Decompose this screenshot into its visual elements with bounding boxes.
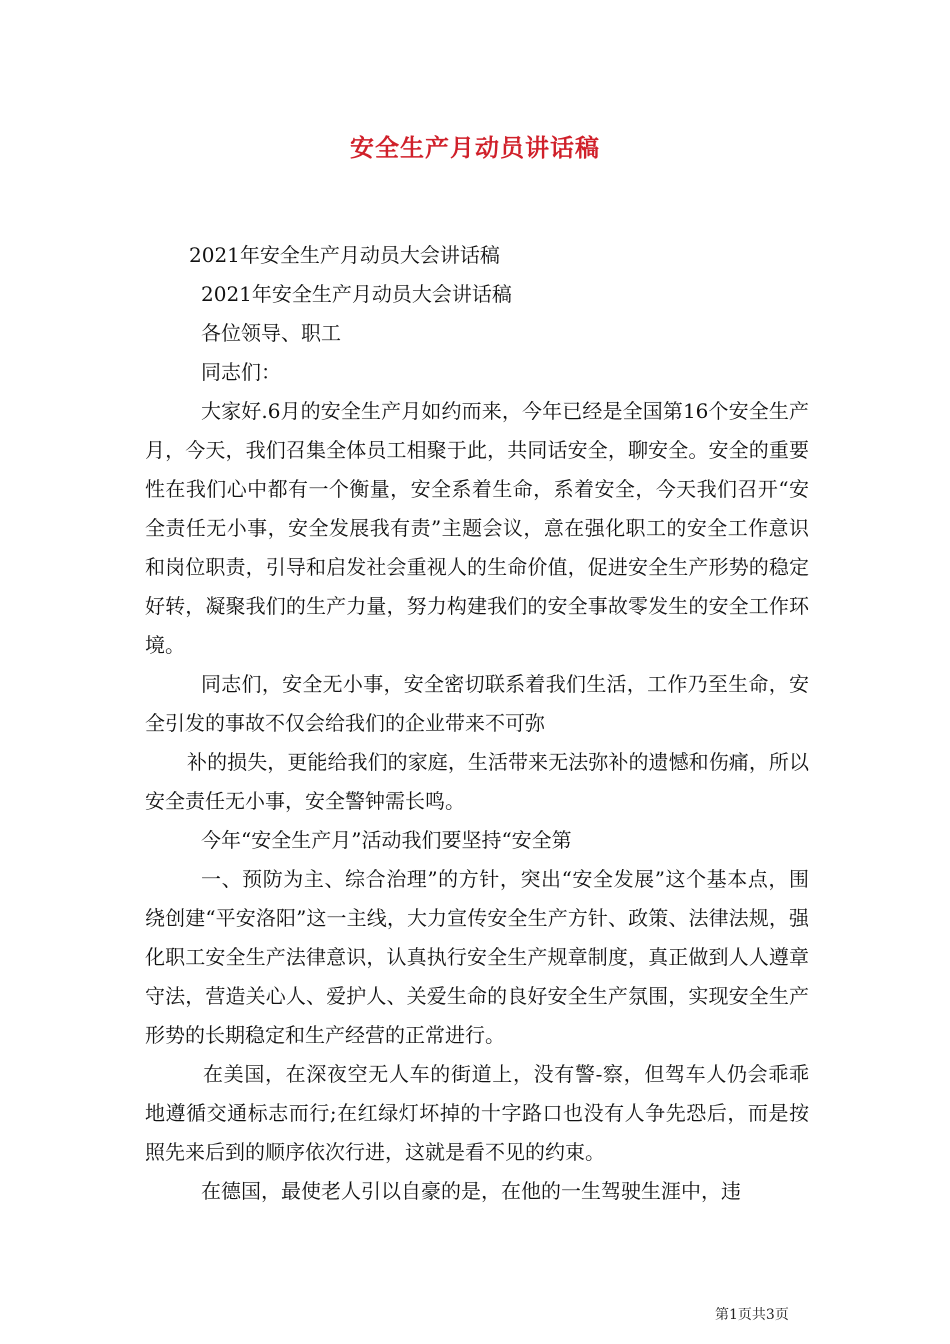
document-title: 安全生产月动员讲话稿 <box>350 133 600 162</box>
paragraph: 一、预防为主、综合治理”的方针，突出“安全发展”这个基本点，围绕创建“平安洛阳”这一主线，大力宣传安全生产方针、政策、法律法规，强化职工安全生产法律意识，认真执行安全生产规章制度，真正做到人人遵章守法，营造关心人、爱护人、关爱生命的良好安全生产氛围，实现安全生产形势的长期稳定和生产经营的正常进行。 <box>145 867 809 1047</box>
paragraph-heading-1: 2021年安全生产月动员大会讲话稿 <box>189 243 500 267</box>
paragraph: 补的损失，更能给我们的家庭，生活带来无法弥补的遗憾和伤痛，所以安全责任无小事，安全警钟需长鸣。 <box>145 750 809 813</box>
page-number: 第1页共3页 <box>715 1307 789 1323</box>
paragraph: 大家好.6月的安全生产月如约而来，今年已经是全国第16个安全生产月，今天，我们召集全体员工相聚于此，共同话安全，聊安全。安全的重要性在我们心中都有一个衡量，安全系着生命，系着安全，今天我们召开“安全责任无小事，安全发展我有责”主题会议，意在强化职工的安全工作意识和岗位职责，引导和启发社会重视人的生命价值，促进安全生产形势的稳定好转，凝聚我们的生产力量，努力构建我们的安全事故零发生的安全工作环境。 <box>145 399 809 657</box>
paragraph: 在德国，最使老人引以自豪的是，在他的一生驾驶生涯中，违 <box>201 1179 741 1203</box>
paragraph-greeting: 同志们： <box>201 360 281 384</box>
paragraph-heading-2: 2021年安全生产月动员大会讲话稿 <box>201 282 512 306</box>
paragraph: 在美国，在深夜空无人车的街道上，没有警-察，但驾车人仍会乖乖地遵循交通标志而行;在红绿灯坏掉的十字路口也没有人争先恐后，而是按照先来后到的顺序依次行进，这就是看不见的约束。 <box>145 1062 809 1164</box>
document-body <box>145 236 809 1211</box>
paragraph-salutation: 各位领导、职工 <box>201 321 341 345</box>
paragraph: 今年“安全生产月”活动我们要坚持“安全第 <box>201 828 572 852</box>
paragraph: 同志们，安全无小事，安全密切联系着我们生活，工作乃至生命，安全引发的事故不仅会给我们的企业带来不可弥 <box>145 672 809 735</box>
